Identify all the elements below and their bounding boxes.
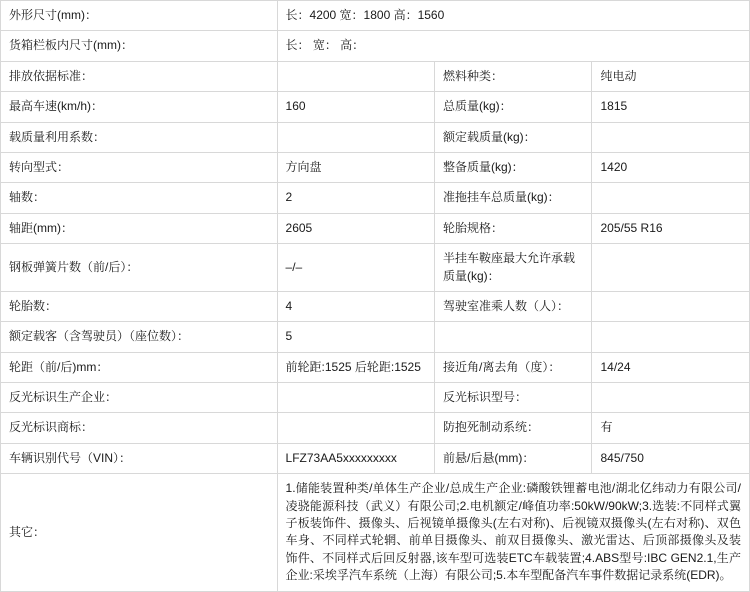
table-row <box>1 183 750 213</box>
row-value-secondary <box>592 244 750 292</box>
row-label-secondary: 轮胎规格： <box>435 213 592 243</box>
table-row <box>1 152 750 182</box>
row-value: 前轮距:1525 后轮距:1525 <box>277 352 434 382</box>
row-label: 额定载客（含驾驶员）（座位数）： <box>1 322 278 352</box>
row-label: 轴距(mm)： <box>1 213 278 243</box>
row-value <box>277 413 434 443</box>
row-value: 方向盘 <box>277 152 434 182</box>
row-label-secondary: 总质量(kg)： <box>435 92 592 122</box>
row-label: 转向型式： <box>1 152 278 182</box>
row-value: 长： 宽： 高： <box>277 31 749 61</box>
row-value: 5 <box>277 322 434 352</box>
table-row <box>1 383 750 413</box>
row-label: 反光标识生产企业： <box>1 383 278 413</box>
row-label: 外形尺寸(mm)： <box>1 1 278 31</box>
row-label-secondary <box>435 322 592 352</box>
row-value-secondary <box>592 322 750 352</box>
table-row <box>1 92 750 122</box>
row-label-secondary: 燃料种类： <box>435 61 592 91</box>
row-value-secondary <box>592 122 750 152</box>
row-value: 4 <box>277 291 434 321</box>
spec-table-body <box>1 1 750 592</box>
row-label: 轮胎数： <box>1 291 278 321</box>
row-value: 2 <box>277 183 434 213</box>
notes-value: 1.储能装置种类/单体生产企业/总成生产企业:磷酸铁锂蓄电池/湖北亿纬动力有限公司/凌骁能源科技（武义）有限公司;2.电机额定/峰值功率:50kW/90kW;3.选装:不同样式翼子板装饰件、摄像头、后视镜单摄像头(左右对称)、后视镜双摄像头(左右对称)、双色车身、不同样式轮辋、前单目摄像头、前双目摄像头、激光雷达、后顶部摄像头及装饰件、不同样式后回反射器,该车型可选装ETC车载装置;4.ABS型号:IBC GEN2.1,生产企业:采埃孚汽车系统（上海）有限公司;5.本车型配备汽车事件数据记录系统(EDR)。 <box>277 474 749 591</box>
row-value-secondary: 845/750 <box>592 443 750 473</box>
table-row <box>1 322 750 352</box>
row-label: 反光标识商标： <box>1 413 278 443</box>
table-row <box>1 443 750 473</box>
row-value-secondary <box>592 383 750 413</box>
row-label: 最高车速(km/h)： <box>1 92 278 122</box>
row-label: 轴数： <box>1 183 278 213</box>
row-label-secondary: 额定载质量(kg)： <box>435 122 592 152</box>
row-label-secondary: 半挂车鞍座最大允许承载质量(kg)： <box>435 244 592 292</box>
row-value-secondary: 有 <box>592 413 750 443</box>
notes-label: 其它： <box>1 474 278 591</box>
row-value: 160 <box>277 92 434 122</box>
row-value-secondary: 纯电动 <box>592 61 750 91</box>
row-label: 车辆识别代号（VIN）： <box>1 443 278 473</box>
table-row <box>1 413 750 443</box>
row-value: –/– <box>277 244 434 292</box>
row-value-secondary <box>592 291 750 321</box>
row-label-secondary: 防抱死制动系统： <box>435 413 592 443</box>
row-value-secondary: 205/55 R16 <box>592 213 750 243</box>
row-value <box>277 122 434 152</box>
row-label-secondary: 接近角/离去角（度）： <box>435 352 592 382</box>
row-label: 轮距（前/后)mm： <box>1 352 278 382</box>
table-row <box>1 213 750 243</box>
table-row-notes <box>1 474 750 591</box>
row-label: 钢板弹簧片数（前/后）： <box>1 244 278 292</box>
table-row <box>1 122 750 152</box>
table-row <box>1 1 750 31</box>
row-value: 2605 <box>277 213 434 243</box>
row-value-secondary: 1815 <box>592 92 750 122</box>
row-value: 长：4200 宽：1800 高：1560 <box>277 1 749 31</box>
table-row <box>1 291 750 321</box>
row-value <box>277 61 434 91</box>
row-label-secondary: 前悬/后悬(mm)： <box>435 443 592 473</box>
row-label-secondary: 驾驶室准乘人数（人）： <box>435 291 592 321</box>
table-row <box>1 61 750 91</box>
row-value <box>277 383 434 413</box>
row-value-secondary: 1420 <box>592 152 750 182</box>
row-value-secondary: 14/24 <box>592 352 750 382</box>
row-label: 载质量利用系数： <box>1 122 278 152</box>
table-row <box>1 352 750 382</box>
row-label-secondary: 反光标识型号： <box>435 383 592 413</box>
row-label-secondary: 整备质量(kg)： <box>435 152 592 182</box>
table-row <box>1 244 750 292</box>
row-value-secondary <box>592 183 750 213</box>
row-label: 排放依据标准： <box>1 61 278 91</box>
row-label: 货箱栏板内尺寸(mm)： <box>1 31 278 61</box>
table-row <box>1 31 750 61</box>
row-value: LFZ73AA5xxxxxxxxx <box>277 443 434 473</box>
row-label-secondary: 准拖挂车总质量(kg)： <box>435 183 592 213</box>
